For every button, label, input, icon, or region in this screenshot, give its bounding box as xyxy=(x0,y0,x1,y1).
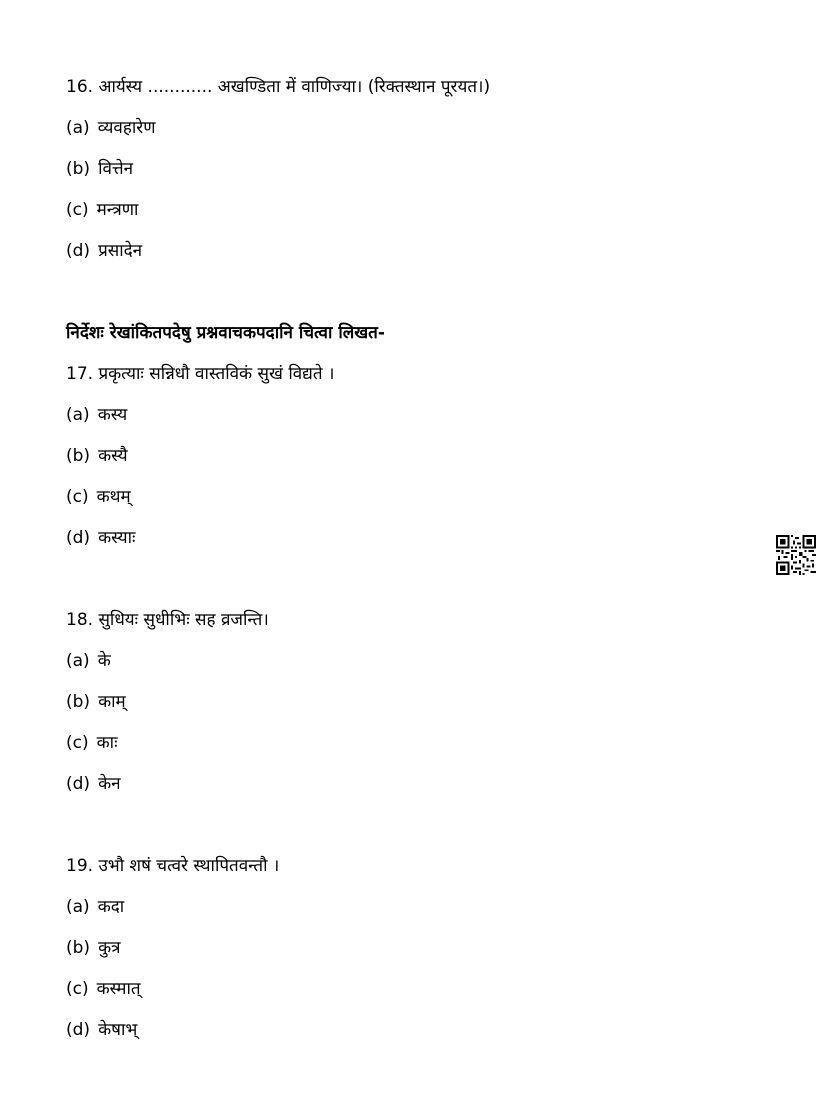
question-16-option-d xyxy=(66,240,142,262)
option-label: (b) xyxy=(66,938,91,958)
question-16-option-b xyxy=(66,158,133,180)
question-18-option-d xyxy=(66,773,121,795)
option-text: व्यवहारेण xyxy=(97,118,156,138)
question-17-option-a xyxy=(66,404,127,426)
option-text: वित्तेन xyxy=(98,159,134,179)
option-label: (c) xyxy=(66,487,89,507)
instruction-text: निर्देशः रेखांकितपदेषु प्रश्नवाचकपदानि चित्वा लिखत- xyxy=(66,323,385,343)
question-19-option-a xyxy=(66,896,124,918)
option-label: (d) xyxy=(66,774,91,794)
option-text: मन्त्रणा xyxy=(96,200,139,220)
question-18-option-c xyxy=(66,732,118,754)
question-19-option-c xyxy=(66,978,141,1000)
option-text: कदा xyxy=(97,897,125,917)
option-text: प्रसादेन xyxy=(98,241,143,261)
question-16-text: 16. आर्यस्य ............ अखण्डिता में वाणिज्या। (रिक्तस्थान पूरयत।) xyxy=(66,77,491,97)
question-19-option-b xyxy=(66,937,121,959)
question-18-text: 18. सुधियः सुधीभिः सह व्रजन्ति। xyxy=(66,610,269,630)
option-text: कस्यै xyxy=(98,446,128,466)
option-text: कस्मात् xyxy=(96,979,141,999)
question-17-text: 17. प्रकृत्याः सन्निधौ वास्तविकं सुखं विद्यते । xyxy=(66,364,335,384)
option-label: (c) xyxy=(66,979,89,999)
option-label: (d) xyxy=(66,528,91,548)
qr-code-icon xyxy=(776,535,816,575)
option-text: कस्य xyxy=(97,405,128,425)
option-label: (c) xyxy=(66,200,89,220)
option-text: केषाभ् xyxy=(98,1020,138,1040)
option-label: (a) xyxy=(66,405,90,425)
option-text: काम् xyxy=(98,692,126,712)
question-18-option-a xyxy=(66,650,111,672)
option-text: काः xyxy=(96,733,118,753)
option-label: (b) xyxy=(66,692,91,712)
option-text: के xyxy=(97,651,111,671)
option-label: (d) xyxy=(66,241,91,261)
question-17-option-b xyxy=(66,445,128,467)
question-16-option-c xyxy=(66,199,138,221)
option-text: कस्याः xyxy=(98,528,136,548)
option-label: (b) xyxy=(66,446,91,466)
question-16-option-a xyxy=(66,117,156,139)
option-label: (a) xyxy=(66,118,90,138)
option-label: (b) xyxy=(66,159,91,179)
question-19-option-d xyxy=(66,1019,137,1041)
option-text: कुत्र xyxy=(98,938,121,958)
option-text: केन xyxy=(98,774,121,794)
option-label: (d) xyxy=(66,1020,91,1040)
question-18-option-b xyxy=(66,691,126,713)
question-17-option-d xyxy=(66,527,135,549)
option-label: (c) xyxy=(66,733,89,753)
option-label: (a) xyxy=(66,651,90,671)
option-text: कथम् xyxy=(96,487,131,507)
question-17-option-c xyxy=(66,486,131,508)
option-label: (a) xyxy=(66,897,90,917)
question-19-text: 19. उभौ शषं चत्वरे स्थापितवन्तौ । xyxy=(66,856,280,876)
